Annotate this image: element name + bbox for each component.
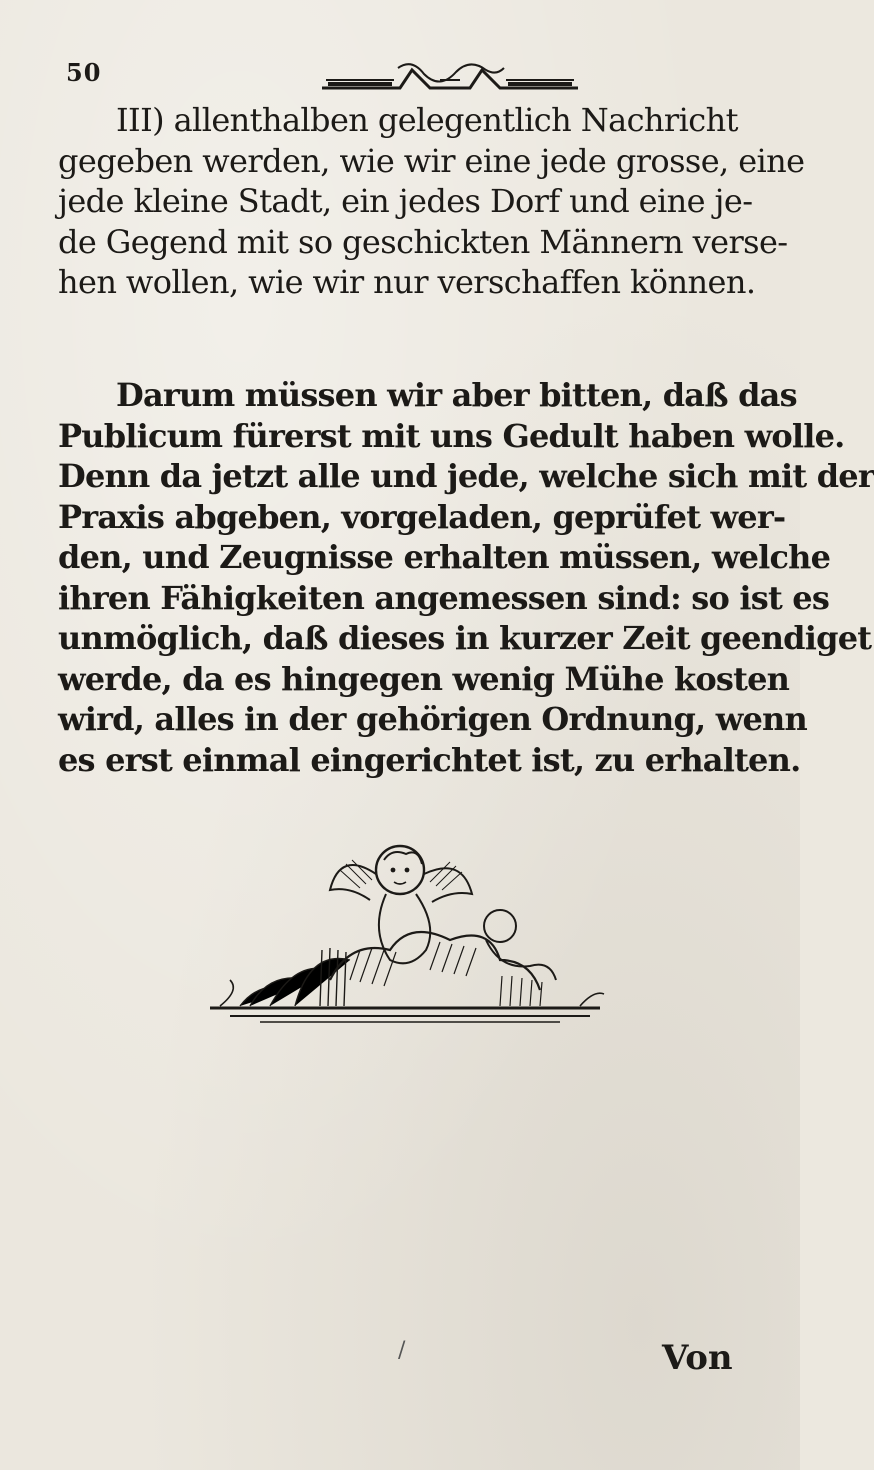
cherub-vignette (200, 830, 610, 1040)
paragraph-1 (58, 100, 805, 303)
catchword: Von (662, 1338, 733, 1378)
text-line: den, und Zeugnisse erhalten müssen, welche (58, 538, 831, 576)
text-line: wird, alles in der gehörigen Ordnung, wenn (58, 700, 807, 738)
page-number: 50 (66, 58, 102, 87)
text-line: jede kleine Stadt, ein jedes Dorf und eine je- (58, 182, 753, 220)
text-line: Publicum fürerst mit uns Gedult haben wolle. (58, 416, 845, 455)
text-line: Darum müssen wir aber bitten, daß das (116, 376, 797, 414)
text-line: gegeben werden, wie wir eine jede grosse, eine (58, 141, 805, 180)
text-line: unmöglich, daß dieses in kurzer Zeit geendiget (58, 619, 872, 657)
text-line: de Gegend mit so geschickten Männern verse- (58, 222, 788, 261)
text-line: werde, da es hingegen wenig Mühe kosten (58, 659, 790, 698)
text-line: es erst einmal eingerichtet ist, zu erhalten. (58, 740, 801, 779)
headpiece-ornament (320, 60, 580, 94)
paragraph-2 (58, 375, 874, 780)
text-line: Praxis abgeben, vorgeladen, geprüfet wer- (58, 497, 786, 536)
text-line: III) allenthalben gelegentlich Nachricht (116, 101, 738, 139)
text-line: Denn da jetzt alle und jede, welche sich mit der (58, 457, 874, 495)
text-line: ihren Fähigkeiten angemessen sind: so ist es (58, 578, 830, 617)
stray-mark: / (398, 1338, 406, 1363)
text-line: hen wollen, wie wir nur verschaffen können. (58, 263, 756, 301)
